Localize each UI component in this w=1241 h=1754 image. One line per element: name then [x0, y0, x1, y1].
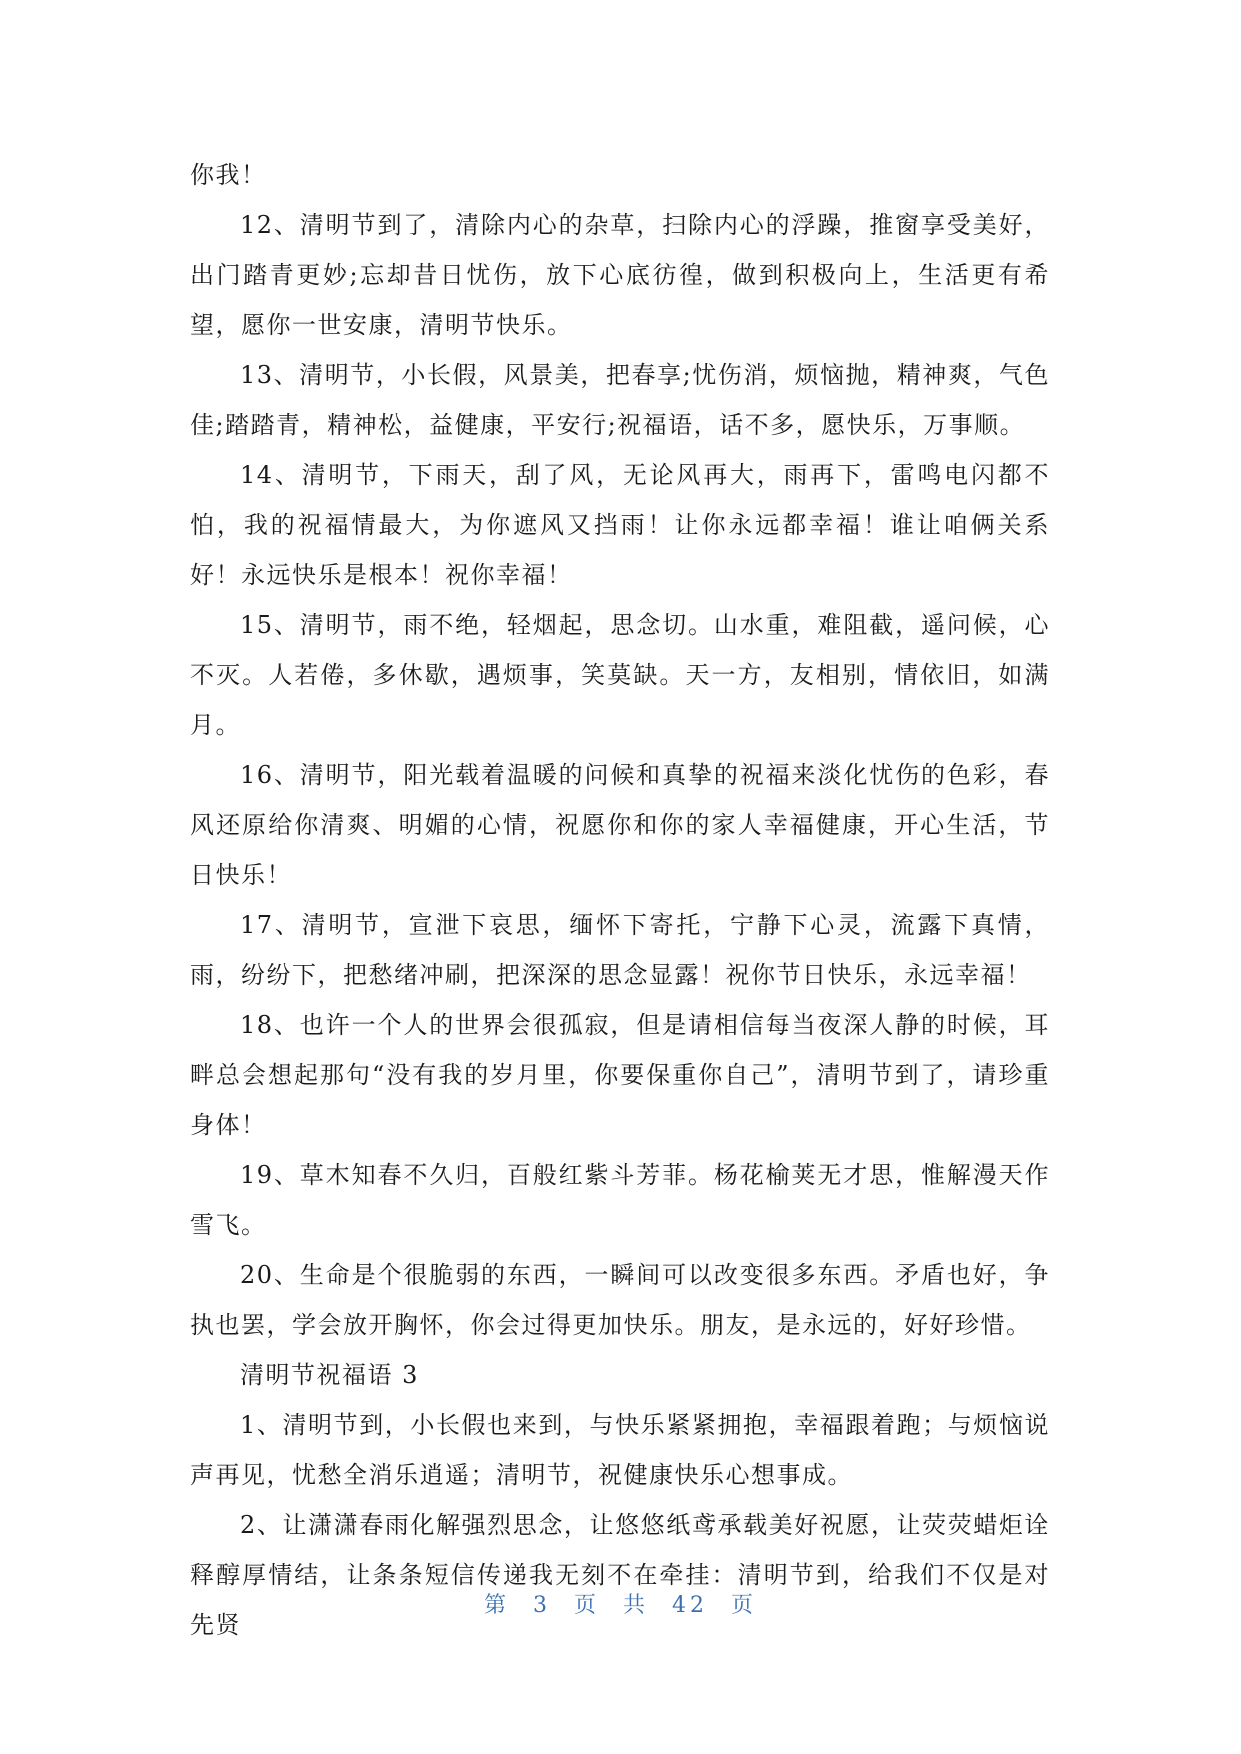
paragraph: 15、清明节，雨不绝，轻烟起，思念切。山水重，难阻截，遥问候，心不灭。人若倦，多休歇，遇烦事，笑莫缺。天一方，友相别，情依旧，如满月。: [190, 611, 1050, 739]
paragraph: 14、清明节，下雨天，刮了风，无论风再大，雨再下，雷鸣电闪都不怕，我的祝福情最大，为你遮风又挡雨！让你永远都幸福！谁让咱俩关系好！永远快乐是根本！祝你幸福！: [190, 461, 1050, 589]
document-body: [190, 150, 1050, 1650]
paragraph: 你我！: [190, 161, 267, 189]
paragraph: 12、清明节到了，清除内心的杂草，扫除内心的浮躁，推窗享受美好，出门踏青更妙;忘却昔日忧伤，放下心底彷徨，做到积极向上，生活更有希望，愿你一世安康，清明节快乐。: [190, 211, 1050, 339]
section-heading: 清明节祝福语 3: [240, 1361, 419, 1389]
paragraph: 18、也许一个人的世界会很孤寂，但是请相信每当夜深人静的时候，耳畔总会想起那句“没有我的岁月里，你要保重你自己”，清明节到了，请珍重身体！: [190, 1011, 1050, 1139]
paragraph: 13、清明节，小长假，风景美，把春享;忧伤消，烦恼抛，精神爽，气色佳;踏踏青，精神松，益健康，平安行;祝福语，话不多，愿快乐，万事顺。: [190, 361, 1050, 439]
paragraph: 20、生命是个很脆弱的东西，一瞬间可以改变很多东西。矛盾也好，争执也罢，学会放开胸怀，你会过得更加快乐。朋友，是永远的，好好珍惜。: [190, 1261, 1050, 1339]
paragraph: 1、清明节到，小长假也来到，与快乐紧紧拥抱，幸福跟着跑；与烦恼说声再见，忧愁全消乐逍遥；清明节，祝健康快乐心想事成。: [190, 1411, 1050, 1489]
page-number-footer: 第 3 页 共 42 页: [484, 1593, 757, 1618]
paragraph: 2、让潇潇春雨化解强烈思念，让悠悠纸鸢承载美好祝愿，让荧荧蜡炬诠释醇厚情结，让条条短信传递我无刻不在牵挂：清明节到，给我们不仅是对先贤: [190, 1511, 1050, 1639]
paragraph: 16、清明节，阳光载着温暖的问候和真挚的祝福来淡化忧伤的色彩，春风还原给你清爽、明媚的心情，祝愿你和你的家人幸福健康，开心生活，节日快乐！: [190, 761, 1050, 889]
paragraph: 19、草木知春不久归，百般红紫斗芳菲。杨花榆荚无才思，惟解漫天作雪飞。: [190, 1161, 1050, 1239]
paragraph: 17、清明节，宣泄下哀思，缅怀下寄托，宁静下心灵，流露下真情，雨，纷纷下，把愁绪冲刷，把深深的思念显露！祝你节日快乐，永远幸福！: [190, 911, 1050, 989]
